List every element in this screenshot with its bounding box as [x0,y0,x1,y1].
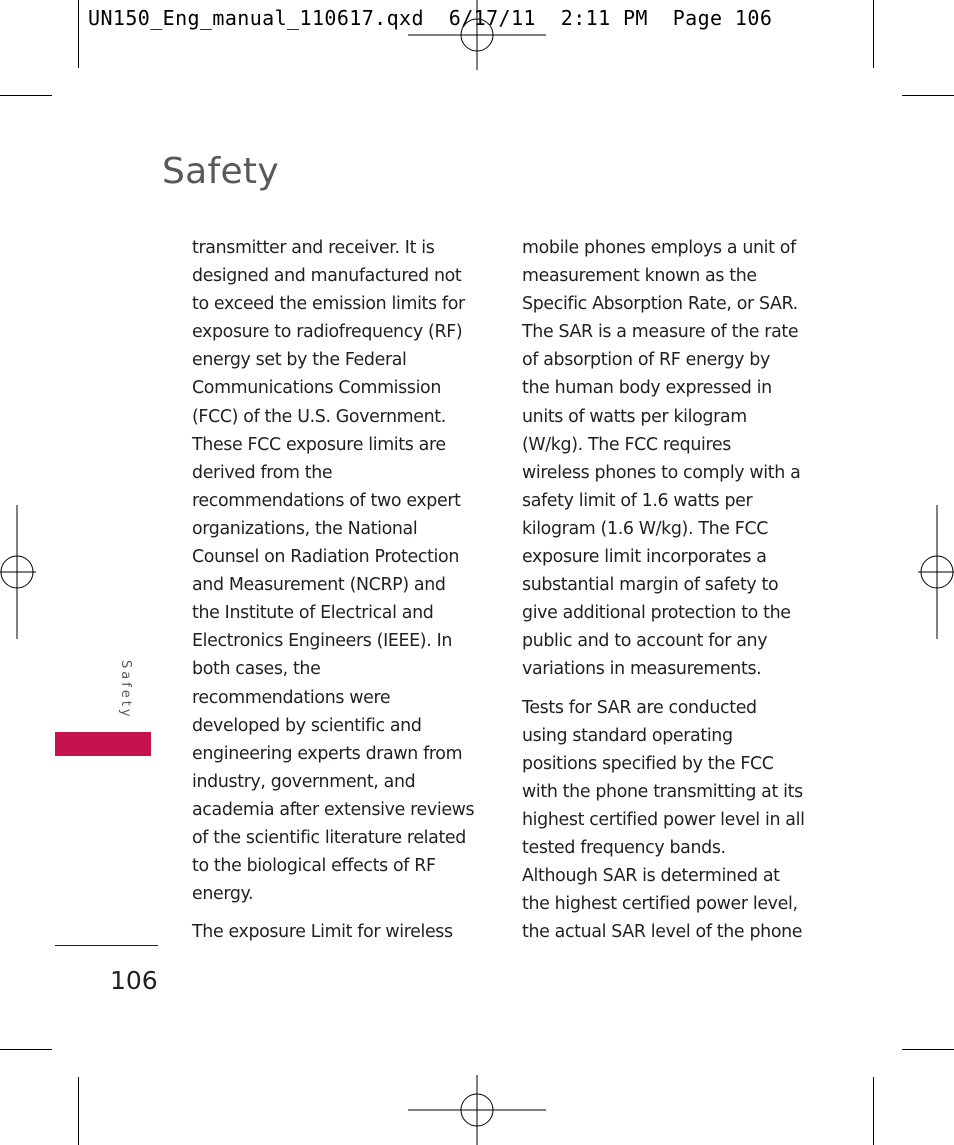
text-line: Although SAR is determined at [522,866,780,887]
side-tab-label: Safety [118,660,133,720]
text-line: Communications Commission [192,378,442,399]
text-line: academia after extensive reviews [192,799,475,820]
registration-mark-icon [408,0,546,70]
text-line: give additional protection to the [522,603,791,624]
text-line: developed by scientific and [192,715,422,736]
text-line: mobile phones employs a unit of [522,238,796,258]
text-line: measurement known as the [522,266,757,287]
crop-mark [0,95,52,96]
left-text-column [192,234,484,946]
text-line: of absorption of RF energy by [522,350,770,371]
text-line: both cases, the [192,659,321,680]
text-line: energy. [192,884,254,905]
text-line: with the phone transmitting at its [522,781,803,802]
side-tab-bar [55,732,151,756]
text-line: kilogram (1.6 W/kg). The FCC [522,518,769,539]
crop-mark [902,95,954,96]
text-line: positions specified by the FCC [522,753,774,774]
text-line: the Institute of Electrical and [192,603,434,624]
text-line: exposure to radiofrequency (RF) [192,322,463,343]
page-number: 106 [110,966,158,995]
text-line: transmitter and receiver. It is [192,238,435,258]
text-line: to the biological effects of RF [192,856,436,877]
page-title: Safety [162,151,279,192]
text-line: highest certified power level in all [522,809,805,830]
text-line: The exposure Limit for wireless [192,922,453,943]
text-line: organizations, the National [192,518,418,539]
text-line: substantial margin of safety to [522,575,779,596]
right-text-column [522,234,820,946]
text-line: variations in measurements. [522,659,762,680]
text-line: Electronics Engineers (IEEE). In [192,631,453,652]
crop-mark [873,0,874,68]
text-line: to exceed the emission limits for [192,294,465,315]
text-line: recommendations of two expert [192,490,461,511]
text-line: of the scientific literature related [192,827,466,848]
text-line: using standard operating [522,725,733,746]
text-line: public and to account for any [522,631,768,652]
crop-mark [0,1049,52,1050]
text-line: units of watts per kilogram [522,406,747,427]
registration-mark-icon [918,505,954,639]
crop-mark [78,0,79,68]
paragraph-gap [192,908,484,918]
crop-mark [78,1077,79,1145]
text-line: recommendations were [192,687,391,708]
text-line: These FCC exposure limits are [192,434,446,455]
crop-mark [902,1049,954,1050]
text-line: (W/kg). The FCC requires [522,434,731,455]
text-line: Specific Absorption Rate, or SAR. [522,294,798,315]
registration-mark-icon [408,1075,546,1145]
text-line: safety limit of 1.6 watts per [522,490,753,511]
text-line: the human body expressed in [522,378,772,399]
text-line: engineering experts drawn from [192,743,463,764]
text-line: industry, government, and [192,771,416,792]
text-line: Tests for SAR are conducted [522,697,757,718]
text-line: wireless phones to comply with a [522,462,801,483]
text-line: the highest certified power level, [522,894,798,915]
text-line: the actual SAR level of the phone [522,922,803,943]
page-number-rule [55,945,158,946]
text-line: derived from the [192,462,333,483]
printer-slug: UN150_Eng_manual_110617.qxd 6/17/11 2:11 PM Page 106 [88,6,773,30]
text-line: and Measurement (NCRP) and [192,575,446,596]
registration-mark-icon [0,505,36,639]
text-line: Counsel on Radiation Protection [192,547,459,568]
text-line: tested frequency bands. [522,837,726,858]
text-line: designed and manufactured not [192,266,462,287]
text-line: The SAR is a measure of the rate [522,322,799,343]
text-line: exposure limit incorporates a [522,547,767,568]
crop-mark [873,1077,874,1145]
text-line: energy set by the Federal [192,350,407,371]
paragraph-gap [522,684,820,694]
text-line: (FCC) of the U.S. Government. [192,406,446,427]
